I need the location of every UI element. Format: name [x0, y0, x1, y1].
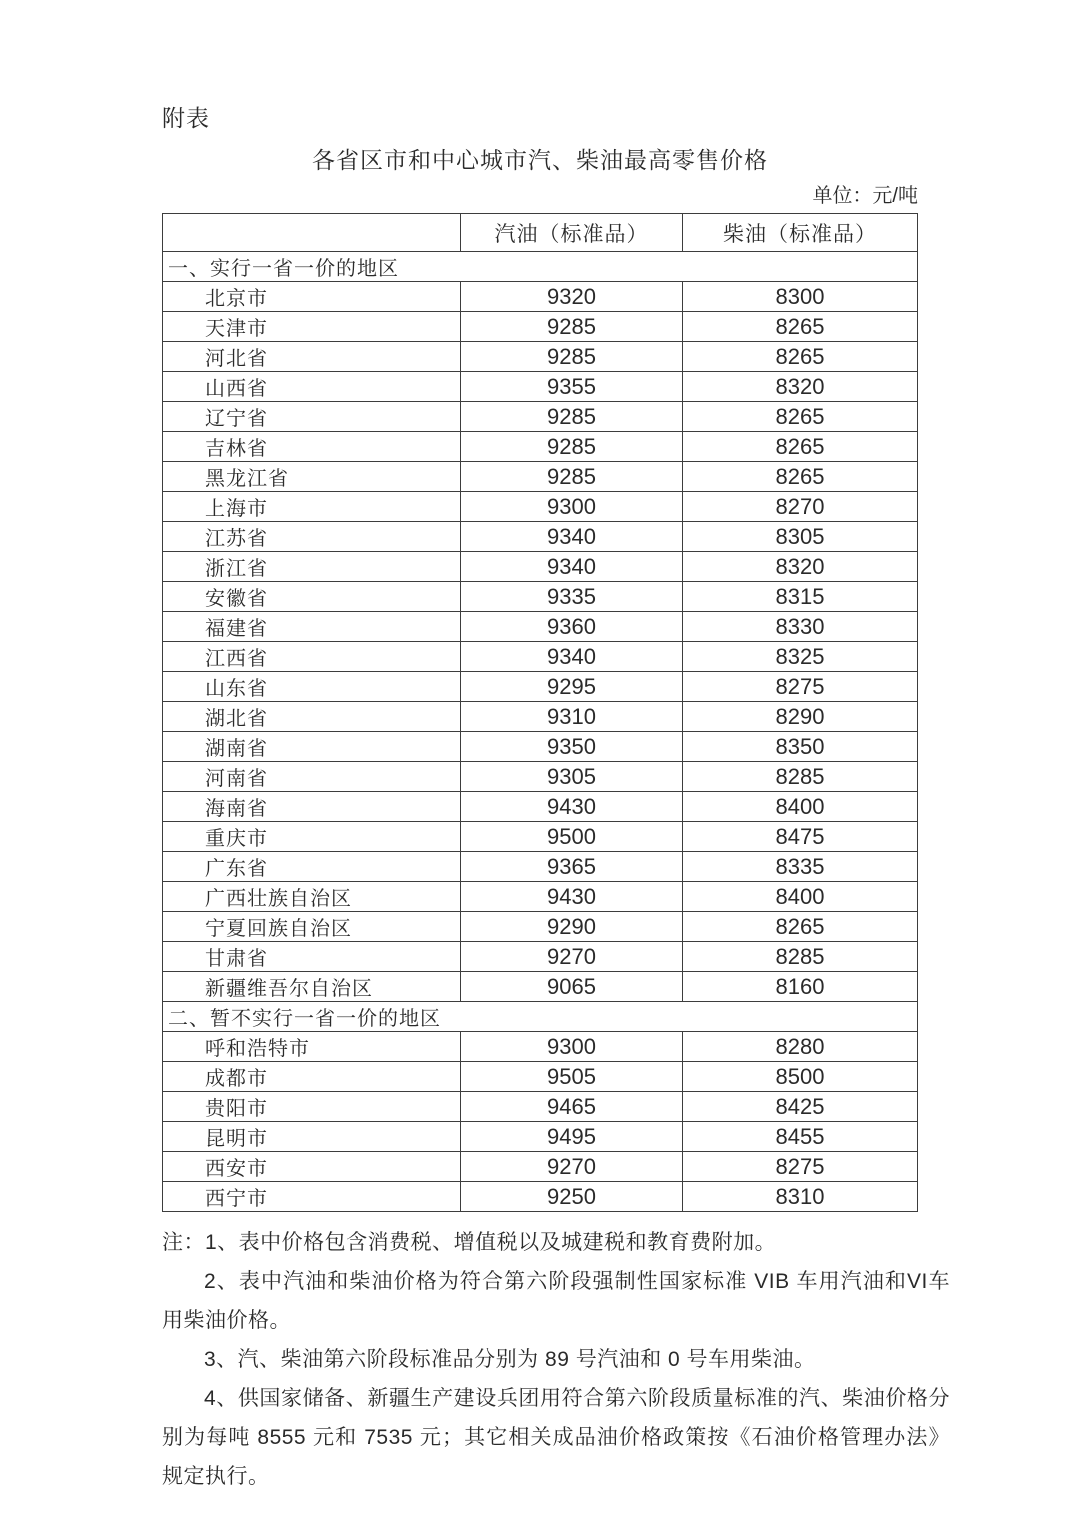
- gasoline-price-cell: 9465: [461, 1092, 683, 1122]
- gasoline-price-cell: 9430: [461, 792, 683, 822]
- table-row: [163, 972, 918, 1002]
- table-row: [163, 642, 918, 672]
- region-cell: 河南省: [163, 762, 461, 792]
- table-row: [163, 432, 918, 462]
- diesel-price-cell: 8335: [683, 852, 918, 882]
- price-table-body: [163, 252, 918, 1212]
- section-label: 二、暂不实行一省一价的地区: [163, 1002, 918, 1032]
- table-row: [163, 852, 918, 882]
- table-row: [163, 462, 918, 492]
- diesel-price-cell: 8265: [683, 402, 918, 432]
- region-cell: 天津市: [163, 312, 461, 342]
- note-line: 2、表中汽油和柴油价格为符合第六阶段强制性国家标准 VIB 车用汽油和VI车用柴油价格。: [162, 1270, 950, 1332]
- gasoline-price-cell: 9505: [461, 1062, 683, 1092]
- gasoline-price-cell: 9495: [461, 1122, 683, 1152]
- region-cell: 昆明市: [163, 1122, 461, 1152]
- diesel-price-cell: 8285: [683, 942, 918, 972]
- gasoline-price-cell: 9285: [461, 402, 683, 432]
- gasoline-price-cell: 9285: [461, 312, 683, 342]
- region-cell: 福建省: [163, 612, 461, 642]
- table-row: [163, 942, 918, 972]
- diesel-price-cell: 8290: [683, 702, 918, 732]
- table-row: [163, 612, 918, 642]
- gasoline-price-cell: 9285: [461, 432, 683, 462]
- gasoline-price-cell: 9270: [461, 942, 683, 972]
- gasoline-price-cell: 9355: [461, 372, 683, 402]
- region-cell: 江西省: [163, 642, 461, 672]
- gasoline-price-cell: 9300: [461, 492, 683, 522]
- gasoline-price-cell: 9300: [461, 1032, 683, 1062]
- gasoline-price-cell: 9500: [461, 822, 683, 852]
- notes-section: [162, 1223, 950, 1496]
- table-row: [163, 372, 918, 402]
- region-cell: 湖南省: [163, 732, 461, 762]
- diesel-price-cell: 8300: [683, 282, 918, 312]
- gasoline-price-cell: 9305: [461, 762, 683, 792]
- diesel-price-cell: 8270: [683, 492, 918, 522]
- gasoline-price-cell: 9270: [461, 1152, 683, 1182]
- header-row: [163, 214, 918, 252]
- region-cell: 海南省: [163, 792, 461, 822]
- region-cell: 北京市: [163, 282, 461, 312]
- region-cell: 贵阳市: [163, 1092, 461, 1122]
- diesel-price-cell: 8265: [683, 342, 918, 372]
- header-cell-region: [163, 214, 461, 252]
- region-cell: 成都市: [163, 1062, 461, 1092]
- region-cell: 上海市: [163, 492, 461, 522]
- table-row: [163, 402, 918, 432]
- diesel-price-cell: 8320: [683, 552, 918, 582]
- region-cell: 重庆市: [163, 822, 461, 852]
- table-row: [163, 1032, 918, 1062]
- region-cell: 江苏省: [163, 522, 461, 552]
- note-line: [162, 1223, 950, 1262]
- gasoline-price-cell: 9335: [461, 582, 683, 612]
- table-row: [163, 312, 918, 342]
- gasoline-price-cell: 9290: [461, 912, 683, 942]
- diesel-price-cell: 8265: [683, 462, 918, 492]
- region-cell: 呼和浩特市: [163, 1032, 461, 1062]
- table-row: [163, 792, 918, 822]
- table-row: [163, 1122, 918, 1152]
- diesel-price-cell: 8265: [683, 312, 918, 342]
- table-row: [163, 762, 918, 792]
- table-row: [163, 582, 918, 612]
- region-cell: 黑龙江省: [163, 462, 461, 492]
- region-cell: 安徽省: [163, 582, 461, 612]
- table-row: [163, 702, 918, 732]
- table-row: [163, 912, 918, 942]
- table-row: [163, 492, 918, 522]
- region-cell: 广东省: [163, 852, 461, 882]
- gasoline-price-cell: 9340: [461, 552, 683, 582]
- table-row: [163, 282, 918, 312]
- region-cell: 辽宁省: [163, 402, 461, 432]
- gasoline-price-cell: 9340: [461, 522, 683, 552]
- diesel-price-cell: 8160: [683, 972, 918, 1002]
- gasoline-price-cell: 9285: [461, 342, 683, 372]
- region-cell: 甘肃省: [163, 942, 461, 972]
- diesel-price-cell: 8285: [683, 762, 918, 792]
- gasoline-price-cell: 9295: [461, 672, 683, 702]
- diesel-price-cell: 8265: [683, 432, 918, 462]
- diesel-price-cell: 8400: [683, 882, 918, 912]
- region-cell: 宁夏回族自治区: [163, 912, 461, 942]
- price-table-header: [163, 214, 918, 252]
- gasoline-price-cell: 9310: [461, 702, 683, 732]
- region-cell: 山西省: [163, 372, 461, 402]
- note-prefix: 注：: [162, 1231, 205, 1254]
- gasoline-price-cell: 9430: [461, 882, 683, 912]
- region-cell: 新疆维吾尔自治区: [163, 972, 461, 1002]
- diesel-price-cell: 8330: [683, 612, 918, 642]
- region-cell: 西安市: [163, 1152, 461, 1182]
- table-row: [163, 732, 918, 762]
- section-label: 一、实行一省一价的地区: [163, 252, 918, 282]
- region-cell: 河北省: [163, 342, 461, 372]
- table-row: [163, 1182, 918, 1212]
- diesel-price-cell: 8455: [683, 1122, 918, 1152]
- table-row: [163, 1152, 918, 1182]
- diesel-price-cell: 8500: [683, 1062, 918, 1092]
- table-row: [163, 552, 918, 582]
- gasoline-price-cell: 9285: [461, 462, 683, 492]
- diesel-price-cell: 8305: [683, 522, 918, 552]
- diesel-price-cell: 8425: [683, 1092, 918, 1122]
- price-table: [162, 213, 918, 1212]
- diesel-price-cell: 8475: [683, 822, 918, 852]
- table-row: [163, 822, 918, 852]
- table-row: [163, 882, 918, 912]
- diesel-price-cell: 8275: [683, 672, 918, 702]
- gasoline-price-cell: 9340: [461, 642, 683, 672]
- table-row: [163, 342, 918, 372]
- note-text: 1、表中价格包含消费税、增值税以及城建税和教育费附加。: [205, 1231, 777, 1254]
- header-cell-diesel: 柴油（标准品）: [683, 214, 918, 252]
- note-line: 4、供国家储备、新疆生产建设兵团用符合第六阶段质量标准的汽、柴油价格分别为每吨 8555 元和 7535 元；其它相关成品油价格政策按《石油价格管理办法》规定执行。: [162, 1387, 950, 1488]
- gasoline-price-cell: 9320: [461, 282, 683, 312]
- diesel-price-cell: 8350: [683, 732, 918, 762]
- document-content: [162, 103, 950, 1496]
- gasoline-price-cell: 9250: [461, 1182, 683, 1212]
- section-header-row: [163, 252, 918, 282]
- region-cell: 山东省: [163, 672, 461, 702]
- gasoline-price-cell: 9350: [461, 732, 683, 762]
- note-line: 3、汽、柴油第六阶段标准品分别为 89 号汽油和 0 号车用柴油。: [204, 1348, 816, 1371]
- table-row: [163, 1092, 918, 1122]
- diesel-price-cell: 8325: [683, 642, 918, 672]
- region-cell: 吉林省: [163, 432, 461, 462]
- region-cell: 广西壮族自治区: [163, 882, 461, 912]
- unit-label: 单位：元/吨: [812, 185, 918, 207]
- gasoline-price-cell: 9065: [461, 972, 683, 1002]
- diesel-price-cell: 8320: [683, 372, 918, 402]
- section-header-row: [163, 1002, 918, 1032]
- diesel-price-cell: 8315: [683, 582, 918, 612]
- gasoline-price-cell: 9365: [461, 852, 683, 882]
- region-cell: 湖北省: [163, 702, 461, 732]
- page-title: 各省区市和中心城市汽、柴油最高零售价格: [312, 147, 768, 173]
- gasoline-price-cell: 9360: [461, 612, 683, 642]
- diesel-price-cell: 8400: [683, 792, 918, 822]
- header-cell-gasoline: 汽油（标准品）: [461, 214, 683, 252]
- table-row: [163, 522, 918, 552]
- region-cell: 浙江省: [163, 552, 461, 582]
- table-row: [163, 1062, 918, 1092]
- diesel-price-cell: 8275: [683, 1152, 918, 1182]
- diesel-price-cell: 8265: [683, 912, 918, 942]
- region-cell: 西宁市: [163, 1182, 461, 1212]
- table-row: [163, 672, 918, 702]
- appendix-label: 附表: [162, 105, 210, 131]
- diesel-price-cell: 8280: [683, 1032, 918, 1062]
- diesel-price-cell: 8310: [683, 1182, 918, 1212]
